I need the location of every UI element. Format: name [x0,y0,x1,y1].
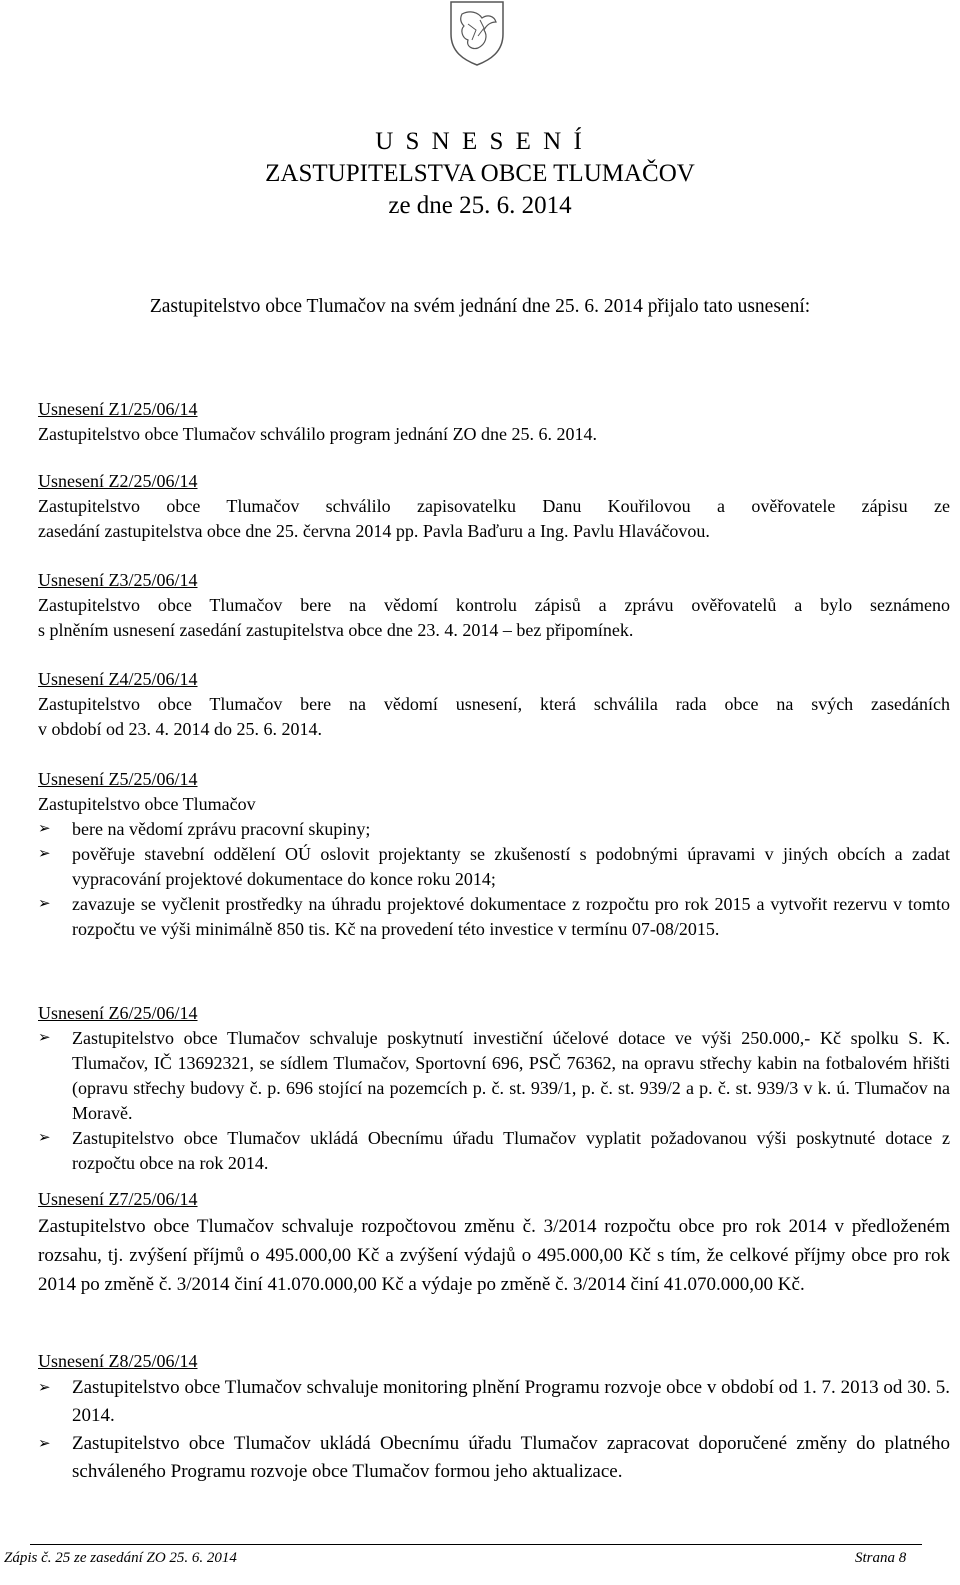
resolution-list [38,1026,950,1176]
resolution-heading: Usnesení Z3/25/06/14 [38,570,198,590]
document-subtitle: ZASTUPITELSTVA OBCE TLUMAČOV [265,160,695,187]
arrowhead-bullet-icon: ➢ [38,846,51,862]
resolution-z7 [38,1187,950,1299]
list-item [38,1026,950,1126]
resolution-z6 [38,1001,950,1176]
resolution-text-line: v období od 23. 4. 2014 do 25. 6. 2014. [38,719,323,739]
arrowhead-bullet-icon: ➢ [38,821,51,837]
list-item-text: Zastupitelstvo obce Tlumačov schvaluje poskytnutí investiční účelové dotace ve výši 250.000,- Kč spolku S. K. Tlumačov, IČ 13692321, se sídlem Tlumačov, Sportovní 696, PSČ 76362, na opravu střechy kabin na fotbalovém hřišti (opravu střechy budovy č. p. 696 stojící na pozemcích p. č. st. 939/1, p. č. st. 939/2 a p. č. st. 939/3 v k. ú. Tlumačov na Moravě. [72,1028,950,1123]
resolution-heading: Usnesení Z8/25/06/14 [38,1351,198,1371]
resolution-heading: Usnesení Z7/25/06/14 [38,1189,198,1209]
resolution-text-line: Zastupitelstvo obce Tlumačov schválilo zapisovatelku Danu Kouřilovou a ověřovatele zápisu ze [38,496,950,516]
arrowhead-bullet-icon: ➢ [38,1030,51,1046]
list-item [38,892,950,942]
resolution-text: Zastupitelstvo obce Tlumačov schvaluje rozpočtovou změnu č. 3/2014 rozpočtu obce pro rok 2014 v předloženém rozsahu, tj. zvýšení příjmů o 495.000,00 Kč a zvýšení výdajů o 495.000,00 Kč s tím, že celkové příjmy obce pro rok 2014 po změně č. 3/2014 činí 41.070.000,00 Kč a výdaje po změně č. 3/2014 činí 41.070.000,00 Kč. [38,1216,950,1295]
resolution-z8 [38,1349,950,1486]
list-item-text: bere na vědomí zprávu pracovní skupiny; [72,819,371,839]
list-item-text: Zastupitelstvo obce Tlumačov ukládá Obecnímu úřadu Tlumačov vyplatit požadovanou výši poskytnuté dotace z rozpočtu obce na rok 2014. [72,1128,950,1173]
list-item-text: Zastupitelstvo obce Tlumačov ukládá Obecnímu úřadu Tlumačov zapracovat doporučené změny do platného schváleného Programu rozvoje obce Tlumačov formou jeho aktualizace. [72,1433,950,1482]
arrowhead-bullet-icon: ➢ [38,1380,51,1396]
resolution-text-line: s plněním usnesení zasedání zastupitelstva obce dne 23. 4. 2014 – bez připomínek. [38,620,634,640]
municipal-emblem [448,0,506,66]
resolution-z3 [38,568,950,643]
list-item-text: Zastupitelstvo obce Tlumačov schvaluje monitoring plnění Programu rozvoje obce v období od 1. 7. 2013 od 30. 5. 2014. [72,1377,950,1426]
resolution-z5 [38,767,950,942]
resolution-text: Zastupitelstvo obce Tlumačov schválilo program jednání ZO dne 25. 6. 2014. [38,424,598,444]
resolution-text-line: zasedání zastupitelstva obce dne 25. června 2014 pp. Pavla Baďuru a Ing. Pavlu Hlaváčovou. [38,521,710,541]
resolution-heading: Usnesení Z5/25/06/14 [38,769,198,789]
resolution-lead: Zastupitelstvo obce Tlumačov [38,794,256,814]
list-item [38,1126,950,1176]
footer-divider [30,1544,922,1545]
resolution-z1 [38,397,950,447]
resolution-heading: Usnesení Z2/25/06/14 [38,471,198,491]
resolution-z4 [38,667,950,742]
list-item [38,1374,950,1430]
resolution-text-line: Zastupitelstvo obce Tlumačov bere na vědomí kontrolu zápisů a zprávu ověřovatelů a bylo seznámeno [38,595,950,615]
resolution-text-line: Zastupitelstvo obce Tlumačov bere na vědomí usnesení, která schválila rada obce na svých zasedáních [38,694,950,714]
list-item [38,1430,950,1486]
resolution-z2 [38,469,950,544]
resolution-list [38,817,950,942]
intro-text: Zastupitelstvo obce Tlumačov na svém jednání dne 25. 6. 2014 přijalo tato usnesení: [149,296,811,317]
document-title: U S N E S E N Í [375,128,585,155]
resolution-list [38,1374,950,1486]
arrowhead-bullet-icon: ➢ [38,896,51,912]
resolution-heading: Usnesení Z4/25/06/14 [38,669,198,689]
footer-document-ref: Zápis č. 25 ze zasedání ZO 25. 6. 2014 [4,1550,237,1566]
document-date: ze dne 25. 6. 2014 [388,192,572,219]
arrowhead-bullet-icon: ➢ [38,1436,51,1452]
resolution-heading: Usnesení Z6/25/06/14 [38,1003,198,1023]
footer-page-number: Strana 8 [855,1550,907,1566]
resolution-heading: Usnesení Z1/25/06/14 [38,399,198,419]
arrowhead-bullet-icon: ➢ [38,1130,51,1146]
list-item-text: zavazuje se vyčlenit prostředky na úhradu projektové dokumentace z rozpočtu pro rok 2015 a vytvořit rezervu v tomto rozpočtu ve výši minimálně 850 tis. Kč na provedení této investice v termínu 07-08/2015. [72,894,950,939]
list-item [38,842,950,892]
list-item-text: pověřuje stavební oddělení OÚ oslovit projektanty se zkušeností s podobnými úpravami v jiných obcích a zadat vypracování projektové dokumentace do konce roku 2014; [72,844,950,889]
list-item [38,817,950,842]
